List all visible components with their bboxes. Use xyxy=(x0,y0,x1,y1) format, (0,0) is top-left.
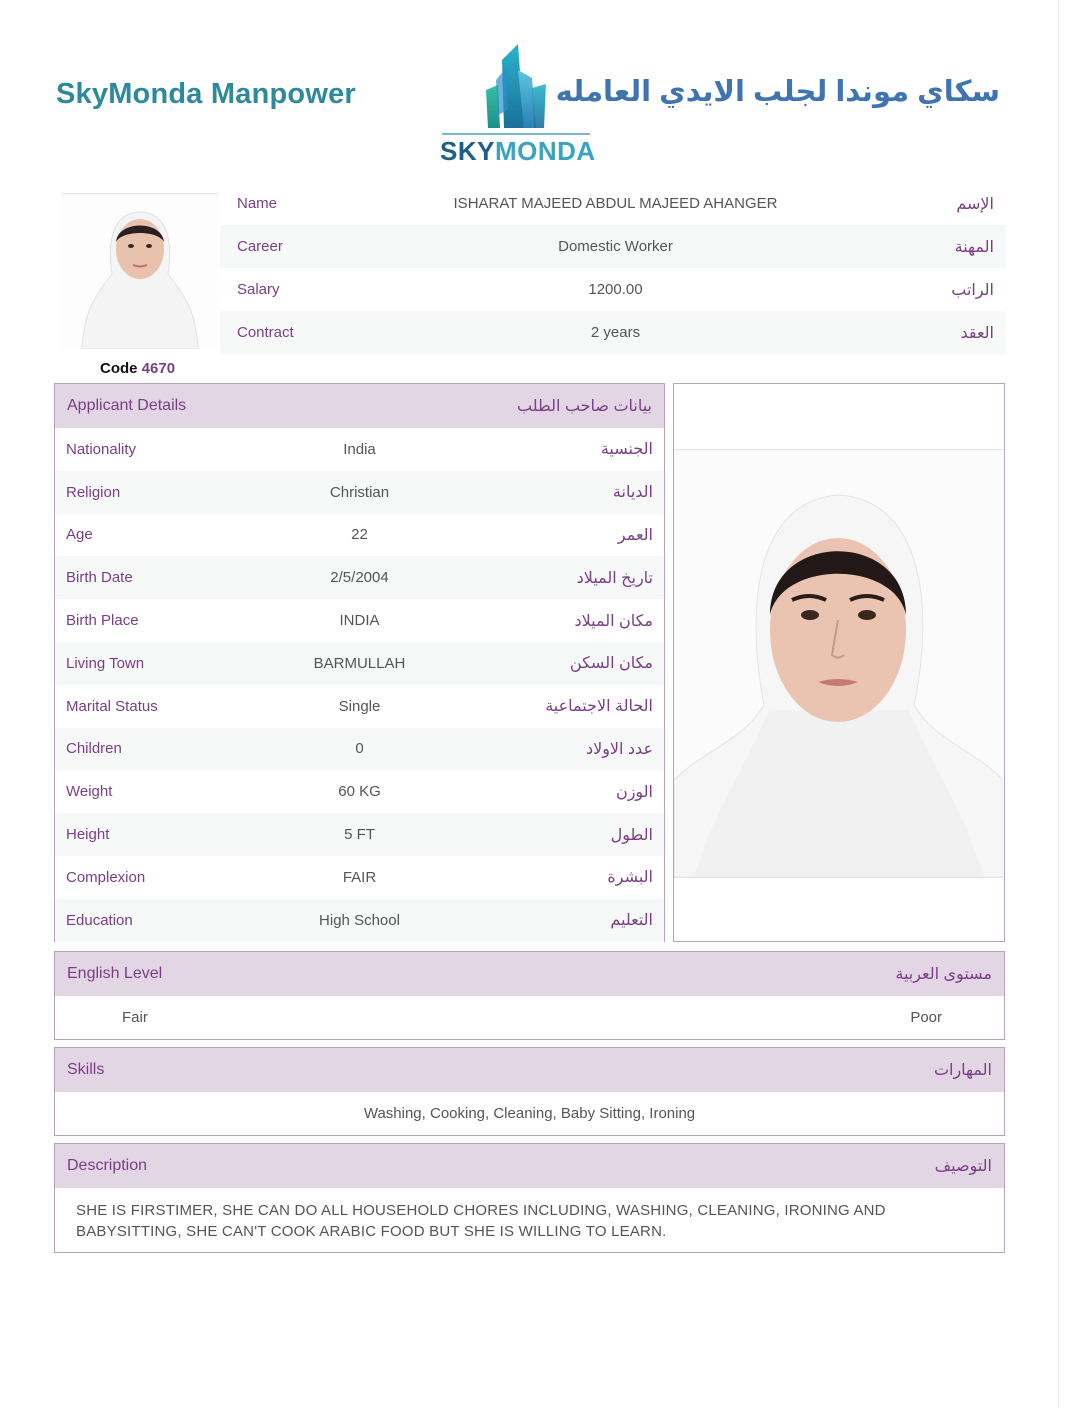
applicant-photo-large xyxy=(674,449,1003,878)
skills-value: Washing, Cooking, Cleaning, Baby Sitting, Ironing xyxy=(363,1105,696,1122)
detail-row-weight: Weight 60 KG الوزن xyxy=(66,783,653,801)
detail-row-complexion: Complexion FAIR البشرة xyxy=(66,868,653,887)
language-level-header: English Level مستوى العربية xyxy=(55,952,1004,996)
page-edge xyxy=(1058,0,1059,1408)
applicant-details-header: Applicant Details بيانات صاحب الطلب xyxy=(55,384,664,428)
logo-divider xyxy=(442,133,590,135)
detail-row-marital-status: Marital Status Single الحالة الاجتماعية xyxy=(66,697,653,716)
detail-row-education: Education High School التعليم xyxy=(55,899,664,942)
profile-row-salary: Salary 1200.00 الراتب xyxy=(237,281,994,299)
detail-row-religion: Religion Christian الديانة xyxy=(55,471,664,514)
description-header: Description التوصيف xyxy=(55,1144,1004,1188)
applicant-photo-panel xyxy=(673,383,1005,942)
skills-panel xyxy=(54,1047,1005,1136)
detail-row-age: Age 22 العمر xyxy=(66,526,653,544)
applicant-details-panel xyxy=(54,383,665,942)
logo-wordmark: SKYMONDA xyxy=(440,136,596,166)
detail-row-living-town: Living Town BARMULLAH مكان السكن xyxy=(55,642,664,685)
arabic-level-value: Poor xyxy=(910,1009,942,1026)
profile-row-name: Name ISHARAT MAJEED ABDUL MAJEED AHANGER الإسم xyxy=(237,195,994,213)
portrait-icon xyxy=(62,194,218,349)
english-level-value: Fair xyxy=(122,1009,148,1026)
brand-name-arabic: سكاي موندا لجلب الايدي العامله xyxy=(555,76,1000,108)
applicant-code: Code 4670 xyxy=(100,360,176,377)
description-text: SHE IS FIRSTIMER, SHE CAN DO ALL HOUSEHOLD CHORES INCLUDING, WASHING, CLEANING, IRONING AND BABYSITTING, SHE CAN'T COOK ARABIC FOOD BUT SHE IS WILLING TO LEARN. xyxy=(76,1202,886,1240)
skills-header: Skills المهارات xyxy=(55,1048,1004,1092)
description-panel xyxy=(54,1143,1005,1253)
applicant-photo-small xyxy=(62,193,218,349)
language-level-values xyxy=(55,996,1004,1039)
detail-row-birth-date: Birth Date 2/5/2004 تاريخ الميلاد xyxy=(55,556,664,599)
detail-row-height: Height 5 FT الطول xyxy=(55,813,664,856)
language-level-panel xyxy=(54,951,1005,1040)
profile-summary-table xyxy=(220,182,1006,354)
profile-row-contract: Contract 2 years العقد xyxy=(220,311,1006,354)
detail-row-birth-place: Birth Place INDIA مكان الميلاد xyxy=(66,612,653,630)
detail-row-children: Children 0 عدد الاولاد xyxy=(55,728,664,771)
portrait-large-icon xyxy=(674,450,1003,877)
detail-row-nationality: Nationality India الجنسية xyxy=(66,440,653,459)
profile-row-career: Career Domestic Worker المهنة xyxy=(220,225,1006,268)
brand-name-english: SkyMonda Manpower xyxy=(56,78,356,110)
